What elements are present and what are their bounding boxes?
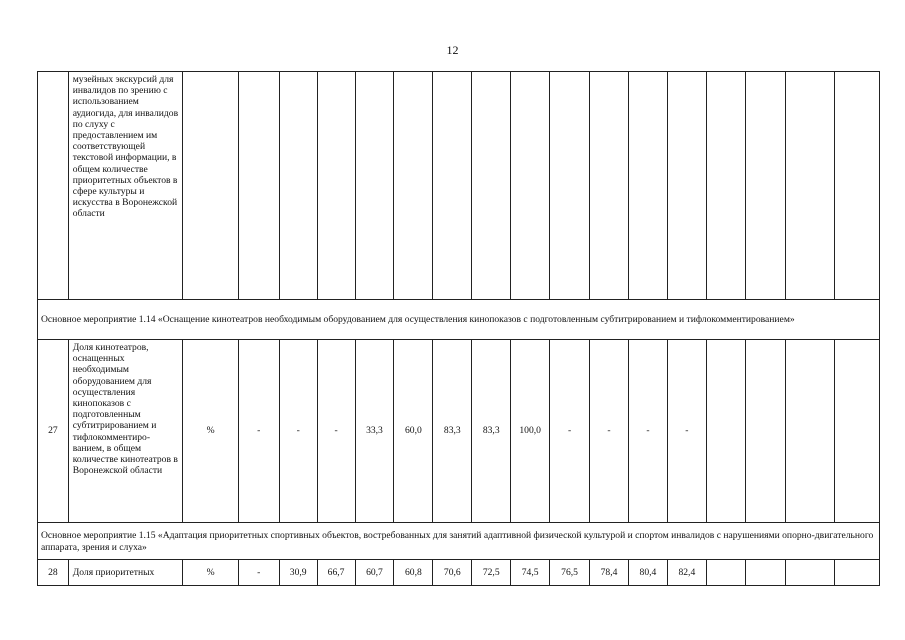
section-title-1-14: Основное мероприятие 1.14 «Оснащение кинотеатров необходимым оборудованием для осуществления кинопоказов с подготовленным субтитрированием и тифлокомментированием» [38,300,880,340]
value-cell [667,72,706,300]
indicator-name: Доля приоритетных [68,560,183,586]
value-cell [745,72,785,300]
value-cell: 30,9 [279,560,317,586]
row-number: 27 [38,340,69,523]
value-cell: 72,5 [472,560,511,586]
value-cell [394,72,433,300]
value-cell: 66,7 [317,560,355,586]
value-cell: 70,6 [433,560,472,586]
value-cell [511,72,550,300]
table-row [38,340,880,523]
value-cell: - [628,340,667,523]
value-cell [706,72,745,300]
value-cell: 74,5 [511,560,550,586]
section-row [38,300,880,340]
value-cell [745,560,785,586]
value-cell [472,72,511,300]
value-cell: 60,0 [394,340,433,523]
table-row [38,560,880,586]
value-cell [238,72,279,300]
value-cell [785,72,834,300]
value-cell [317,72,355,300]
value-cell: - [238,340,279,523]
value-cell: 60,7 [355,560,394,586]
table-row [38,72,880,300]
value-cell: 78,4 [590,560,629,586]
value-cell: - [590,340,629,523]
indicator-name: Доля кинотеатров, оснащенных необходимым оборудованием для осуществления кинопоказов с подготовленным субтитрированием и тифлокомментиро-ванием, в общем количестве кинотеатров в Воронежской области [68,340,183,523]
value-cell [834,560,879,586]
indicator-name: музейных экскурсий для инвалидов по зрению с использованием аудиогида, для инвалидов по слуху с предоставлением им соответствующей текстовой информации, в общем количестве приоритетных объектов в сфере культуры и искусства в Воронежской области [68,72,183,300]
unit-cell [183,72,238,300]
value-cell: 60,8 [394,560,433,586]
value-cell [785,340,834,523]
value-cell: 82,4 [667,560,706,586]
value-cell [279,72,317,300]
value-cell [706,340,745,523]
value-cell [745,340,785,523]
unit-cell: % [183,340,238,523]
page-number: 12 [446,43,459,57]
value-cell: - [550,340,590,523]
value-cell: 100,0 [511,340,550,523]
value-cell [785,560,834,586]
value-cell: 76,5 [550,560,590,586]
value-cell [550,72,590,300]
row-number: 28 [38,560,69,586]
value-cell [433,72,472,300]
unit-cell: % [183,560,238,586]
value-cell [628,72,667,300]
value-cell: 83,3 [433,340,472,523]
section-row [38,523,880,560]
value-cell: 83,3 [472,340,511,523]
value-cell [590,72,629,300]
value-cell: - [279,340,317,523]
value-cell: 33,3 [355,340,394,523]
value-cell [355,72,394,300]
value-cell: - [667,340,706,523]
indicators-table [37,71,880,586]
row-number [38,72,69,300]
value-cell [834,72,879,300]
section-title-1-15: Основное мероприятие 1.15 «Адаптация приоритетных спортивных объектов, востребованных для занятий адаптивной физической культурой и спортом инвалидов с нарушениями опорно-двигательного аппарата, зрения и слуха» [38,523,880,560]
value-cell [706,560,745,586]
value-cell: 80,4 [628,560,667,586]
value-cell [834,340,879,523]
value-cell: - [238,560,279,586]
value-cell: - [317,340,355,523]
